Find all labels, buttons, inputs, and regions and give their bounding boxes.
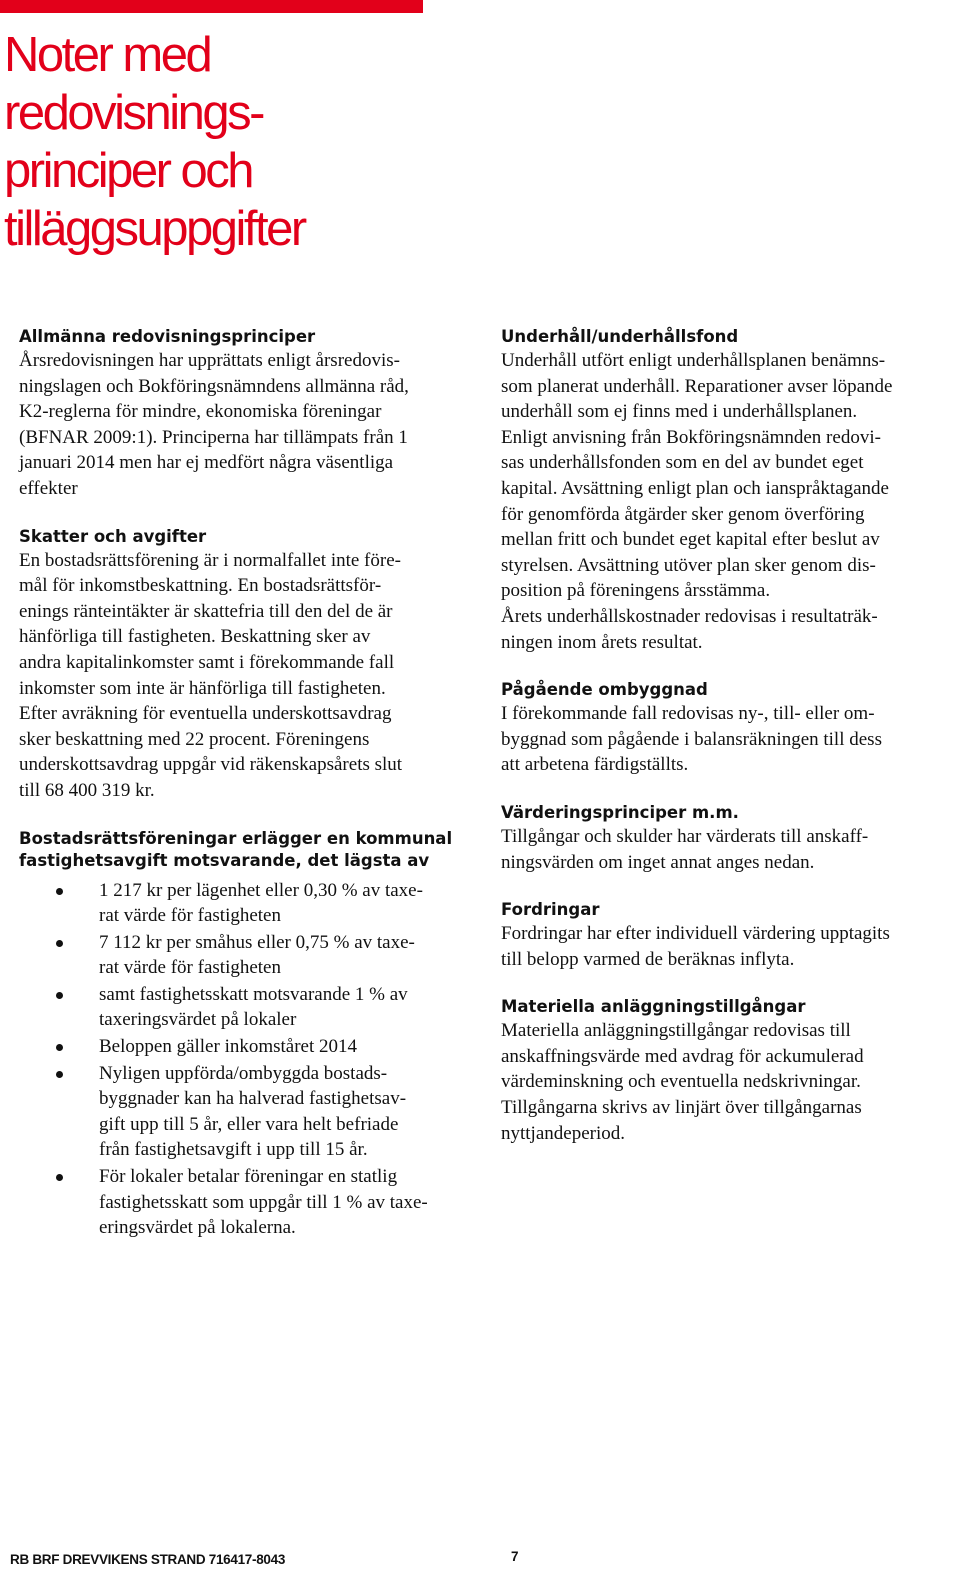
text-line: januari 2014 men har ej medfört några väsentliga (19, 452, 394, 474)
text-line: Fordringar har efter individuell värdering upptagits (501, 923, 890, 945)
text-line: position på föreningens årsstämma. (501, 580, 771, 602)
title-line: redovisnings- (4, 86, 263, 140)
section-body (501, 701, 956, 778)
text-line: byggnad som pågående i balansräkningen till dess (501, 728, 882, 750)
text-line: 7 112 kr per småhus eller 0,75 % av taxe- (99, 931, 415, 953)
text-line: I förekommande fall redovisas ny-, till- eller om- (501, 703, 875, 725)
text-line: Efter avräkning för eventuella underskottsavdrag (19, 703, 392, 725)
list-item (19, 930, 479, 981)
page-title (4, 26, 424, 258)
text-line: Tillgångarna skrivs av linjärt över tillgångarnas (501, 1097, 862, 1119)
text-line: effekter (19, 477, 78, 499)
title-line: principer och (4, 144, 253, 198)
section-skatter-och-avgifter (19, 526, 479, 804)
section-heading: Materiella anläggningstillgångar (501, 997, 806, 1017)
text-line: kapital. Avsättning enligt plan och ianspråktagande (501, 477, 889, 499)
list-item (19, 1061, 479, 1163)
text-line: för genomförda åtgärder sker genom överföring (501, 503, 865, 525)
list-item (19, 1164, 479, 1241)
text-line: gift upp till 5 år, eller vara helt befriade (99, 1113, 399, 1135)
text-line: rat värde för fastigheten (99, 957, 281, 979)
bullet-icon (56, 1174, 63, 1181)
text-line: rat värde för fastigheten (99, 905, 281, 927)
text-line: Tillgångar och skulder har värderats till anskaff- (501, 825, 869, 847)
text-line: (BFNAR 2009:1). Principerna har tillämpats från 1 (19, 426, 408, 448)
section-heading: Värderingsprinciper m.m. (501, 802, 739, 822)
section-heading: Pågående ombyggnad (501, 680, 708, 700)
text-line: Årsredovisningen har upprättats enligt årsredovis- (19, 350, 400, 371)
bullet-icon (56, 888, 63, 895)
section-fordringar (501, 899, 956, 972)
section-materiella-anlaggningstillgangar (501, 996, 956, 1146)
right-column (501, 326, 956, 1170)
section-pagaende-ombyggnad (501, 679, 956, 778)
section-body (501, 921, 956, 972)
text-line: styrelsen. Avsättning utöver plan sker genom dis- (501, 554, 876, 576)
text-line: En bostadsrättsförening är i normalfallet inte före- (19, 549, 401, 571)
text-line: enings ränteintäkter är skattefria till den del de är (19, 600, 393, 622)
text-line: byggnader kan ha halverad fastighetsav- (99, 1088, 407, 1110)
text-line: sker beskattning med 22 procent. Föreningens (19, 728, 370, 750)
text-line: till 68 400 319 kr. (19, 779, 155, 801)
section-heading: Underhåll/underhållsfond (501, 327, 739, 346)
text-line: fastighetsskatt som uppgår till 1 % av taxe- (99, 1191, 428, 1213)
section-body (19, 548, 479, 804)
text-line: För lokaler betalar föreningar en statlig (99, 1166, 398, 1188)
text-line: att arbetena färdigställts. (501, 754, 689, 776)
section-allmanna-redovisningsprinciper (19, 326, 479, 502)
section-fastighetsavgift (19, 828, 479, 1241)
bullet-list (19, 878, 479, 1241)
text-line: inkomster som inte är hänförliga till fastigheten. (19, 677, 386, 699)
text-line: Enligt anvisning från Bokföringsnämnden redovi- (501, 426, 881, 448)
text-line: sas underhållsfonden som en del av bundet eget (501, 452, 864, 474)
bullet-icon (56, 940, 63, 947)
text-line: mellan fritt och bundet eget kapital efter beslut av (501, 529, 880, 551)
section-heading: Allmänna redovisningsprinciper (19, 327, 316, 346)
text-line: underskottsavdrag uppgår vid räkenskapsårets slut (19, 754, 403, 776)
text-line: ningsvärden om inget annat anges nedan. (501, 851, 815, 873)
list-item (19, 1034, 479, 1060)
list-item (19, 878, 479, 929)
accent-bar (0, 0, 423, 13)
text-line: andra kapitalinkomster samt i förekommande fall (19, 651, 395, 673)
bullet-icon (56, 992, 63, 999)
page-number: 7 (511, 1549, 519, 1564)
text-line: från fastighetsavgift i upp till 15 år. (99, 1139, 368, 1161)
text-line: mål för inkomstbeskattning. En bostadsrättsför- (19, 575, 382, 597)
text-line: ningen inom årets resultat. (501, 631, 703, 653)
title-line: Noter med (4, 28, 211, 82)
heading-line: Bostadsrättsföreningar erlägger en kommunal (19, 828, 453, 848)
text-line: eringsvärdet på lokalerna. (99, 1217, 296, 1239)
title-line: tilläggsuppgifter (4, 202, 305, 256)
text-line: som planerat underhåll. Reparationer avser löpande (501, 375, 893, 397)
section-body (501, 348, 956, 655)
text-line: ningslagen och Bokföringsnämndens allmänna råd, (19, 375, 409, 397)
bullet-icon (56, 1071, 63, 1078)
section-body (501, 824, 956, 875)
left-column (19, 326, 479, 1265)
section-body (19, 348, 479, 502)
section-body (501, 1018, 956, 1146)
text-line: till belopp varmed de beräknas inflyta. (501, 948, 795, 970)
section-heading: Fordringar (501, 900, 600, 920)
heading-line: fastighetsavgift motsvarande, det lägsta av (19, 850, 430, 870)
text-line: anskaffningsvärde med avdrag för ackumulerad (501, 1045, 864, 1067)
text-line: Materiella anläggningstillgångar redovisas till (501, 1020, 851, 1042)
text-line: samt fastighetsskatt motsvarande 1 % av (99, 983, 408, 1005)
text-line: underhåll som ej finns med i underhållsplanen. (501, 401, 858, 423)
text-line: nyttjandeperiod. (501, 1122, 625, 1144)
list-item (19, 982, 479, 1033)
text-line: Underhåll utfört enligt underhållsplanen benämns- (501, 350, 886, 371)
text-line: Årets underhållskostnader redovisas i resultaträk- (501, 605, 878, 627)
section-underhall-underhallsfond (501, 326, 956, 655)
text-line: hänförliga till fastigheten. Beskattning sker av (19, 626, 371, 648)
section-heading: Skatter och avgifter (19, 526, 207, 546)
text-line: taxeringsvärdet på lokaler (99, 1009, 297, 1031)
text-line: Beloppen gäller inkomståret 2014 (99, 1036, 358, 1058)
text-line: Nyligen uppförda/ombyggda bostads- (99, 1062, 388, 1084)
text-line: värdeminskning och eventuella nedskrivningar. (501, 1071, 861, 1093)
footer-text: RB BRF DREVVIKENS STRAND 716417-8043 (10, 1552, 286, 1567)
text-line: 1 217 kr per lägenhet eller 0,30 % av taxe- (99, 879, 423, 901)
text-line: K2-reglerna för mindre, ekonomiska föreningar (19, 401, 382, 423)
bullet-icon (56, 1044, 63, 1051)
section-heading (19, 828, 479, 872)
section-varderingsprinciper (501, 802, 956, 875)
